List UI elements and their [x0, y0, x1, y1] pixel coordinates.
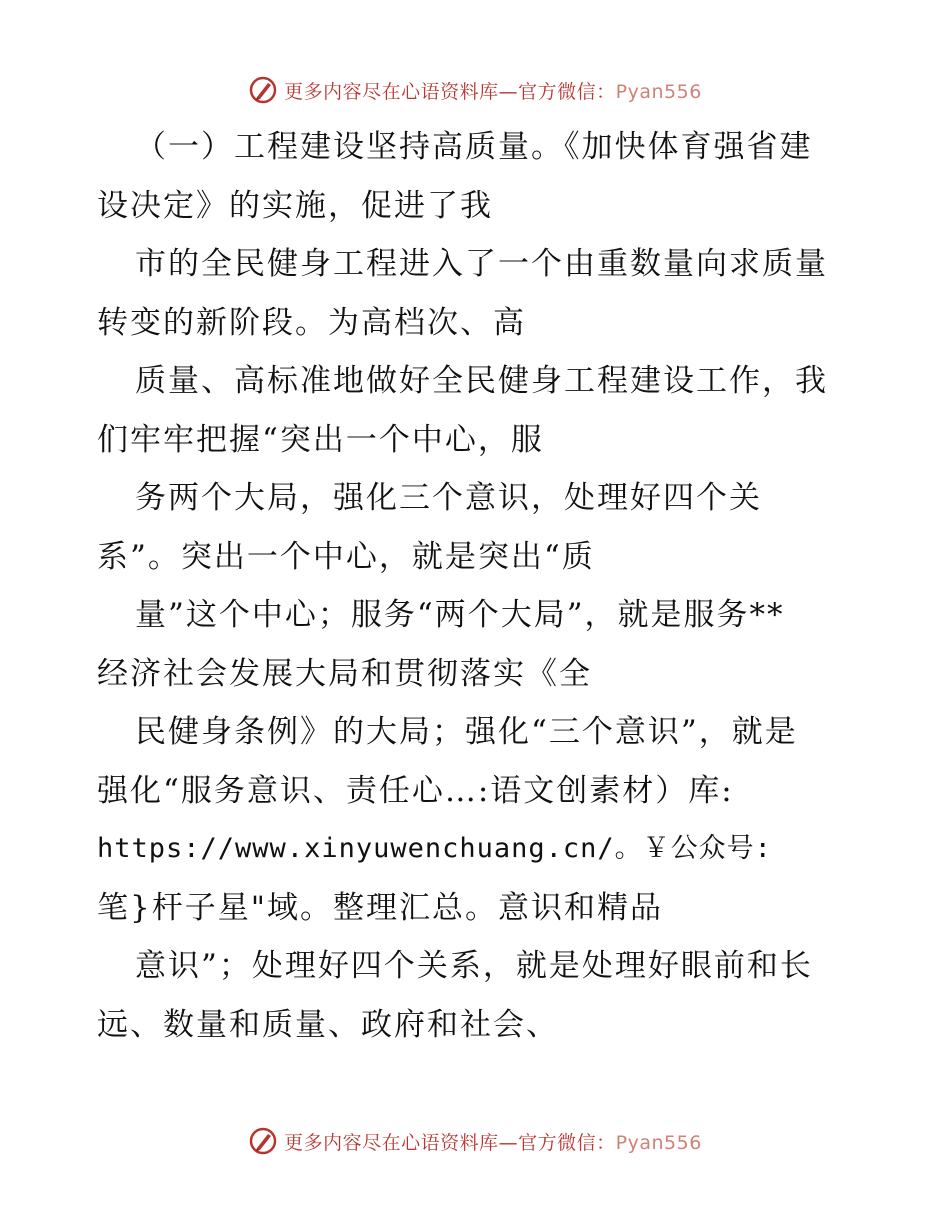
- text-line-url: https://www.xinyuwenchuang.cn/。￥公众号:: [97, 833, 772, 864]
- text-line: 系”。突出一个中心，就是突出“质: [97, 538, 595, 575]
- text-line: 强化“服务意识、责任心…:语文创素材）库:: [97, 772, 734, 809]
- footer-watermark: [0, 1121, 950, 1161]
- document-body: [97, 118, 857, 1054]
- text-line: 转变的新阶段。为高档次、高: [97, 304, 526, 341]
- text-line: 们牢牢把握“突出一个中心，服: [97, 421, 544, 458]
- text-line: 设决定》的实施，促进了我: [97, 187, 493, 224]
- text-line: 质量、高标准地做好全民健身工程建设工作，我: [135, 363, 828, 399]
- text-line: 笔}杆子星"域。整理汇总。意识和精品: [97, 889, 663, 926]
- text-line: 量”这个中心；服务“两个大局”，就是服务**: [135, 597, 785, 633]
- pen-logo-icon: [248, 1126, 278, 1156]
- text-line: 市的全民健身工程进入了一个由重数量向求质量: [135, 246, 828, 282]
- text-line: 远、数量和质量、政府和社会、: [97, 1006, 559, 1043]
- watermark-text: 更多内容尽在心语资料库—官方微信：Pyan556: [284, 80, 702, 103]
- text-line: 经济社会发展大局和贯彻落实《全: [97, 655, 592, 692]
- text-line: 民健身条例》的大局；强化“三个意识”，就是: [135, 714, 798, 750]
- header-watermark: [0, 70, 950, 110]
- watermark-text: 更多内容尽在心语资料库—官方微信：Pyan556: [284, 1131, 702, 1154]
- text-line: 务两个大局，强化三个意识，处理好四个关: [135, 480, 762, 516]
- pen-logo-icon: [248, 75, 278, 105]
- text-line: （一）工程建设坚持高质量。《加快体育强省建: [135, 129, 813, 165]
- text-line: 意识”；处理好四个关系，就是处理好眼前和长: [135, 948, 813, 984]
